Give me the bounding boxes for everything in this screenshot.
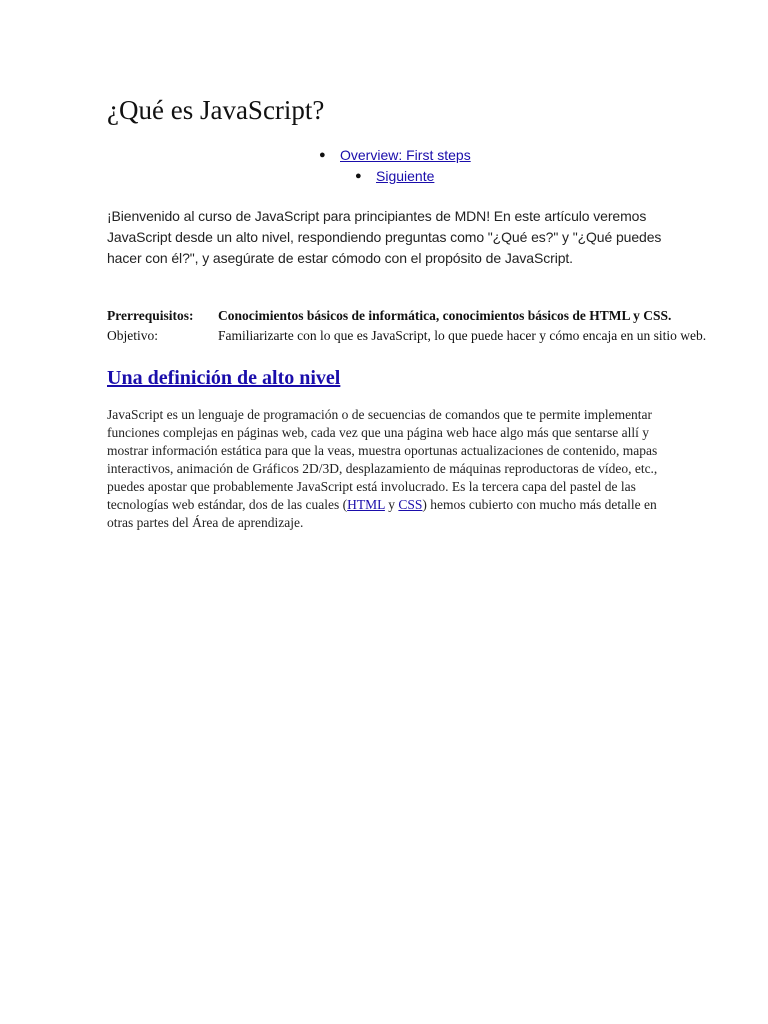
next-link[interactable]: Siguiente (376, 168, 435, 184)
table-row (107, 306, 706, 326)
prerequisites-value: Conocimientos básicos de informática, conocimientos básicos de HTML y CSS. (218, 308, 672, 323)
bullet-icon: ● (319, 149, 326, 161)
objective-label: Objetivo: (107, 328, 158, 343)
paragraph-text: y (384, 497, 399, 512)
table-row (107, 326, 706, 346)
breadcrumb-nav (319, 145, 471, 184)
prerequisites-table (107, 306, 706, 346)
css-link[interactable]: CSS (398, 497, 423, 512)
intro-paragraph: ¡Bienvenido al curso de JavaScript para principiantes de MDN! En este artículo veremos JavaScript desde un alto nivel, respondiendo preguntas como "¿Qué es?" y "¿Qué puedes hacer con él?", y asegúrate de estar cómodo con el propósito de JavaScript. (107, 208, 662, 266)
page-title: ¿Qué es JavaScript? (107, 95, 325, 125)
overview-link[interactable]: Overview: First steps (340, 147, 471, 163)
html-link[interactable]: HTML (347, 497, 385, 512)
nav-item-next (355, 166, 435, 187)
objective-value: Familiarizarte con lo que es JavaScript, lo que puede hacer y cómo encaja en un sitio web. (218, 328, 707, 343)
bullet-icon: ● (355, 170, 362, 182)
paragraph-text: JavaScript es un lenguaje de programación o de secuencias de comandos que te permite implementar funciones complejas en páginas web, cada vez que una página web hace algo más que sentarse allí y mostrar información estática para que la veas, muestra oportunas actualizaciones de contenido, mapas interactivos, animación de Gráficos 2D/3D, desplazamiento de máquinas reproductoras de vídeo, etc., puedes apostar que probablemente JavaScript está involucrado. Es la tercera capa del pastel de las tecnologías web estándar, dos de las cuales ( (107, 407, 658, 512)
section-heading-link[interactable]: Una definición de alto nivel (107, 367, 341, 389)
paragraph-text: ) hemos cubierto con mucho más detalle en otras partes del Área de aprendizaje. (107, 497, 657, 530)
nav-item-overview (319, 145, 471, 184)
definition-paragraph (107, 406, 667, 532)
nav-sublist (355, 166, 435, 187)
prerequisites-label: Prerrequisitos: (107, 308, 194, 323)
